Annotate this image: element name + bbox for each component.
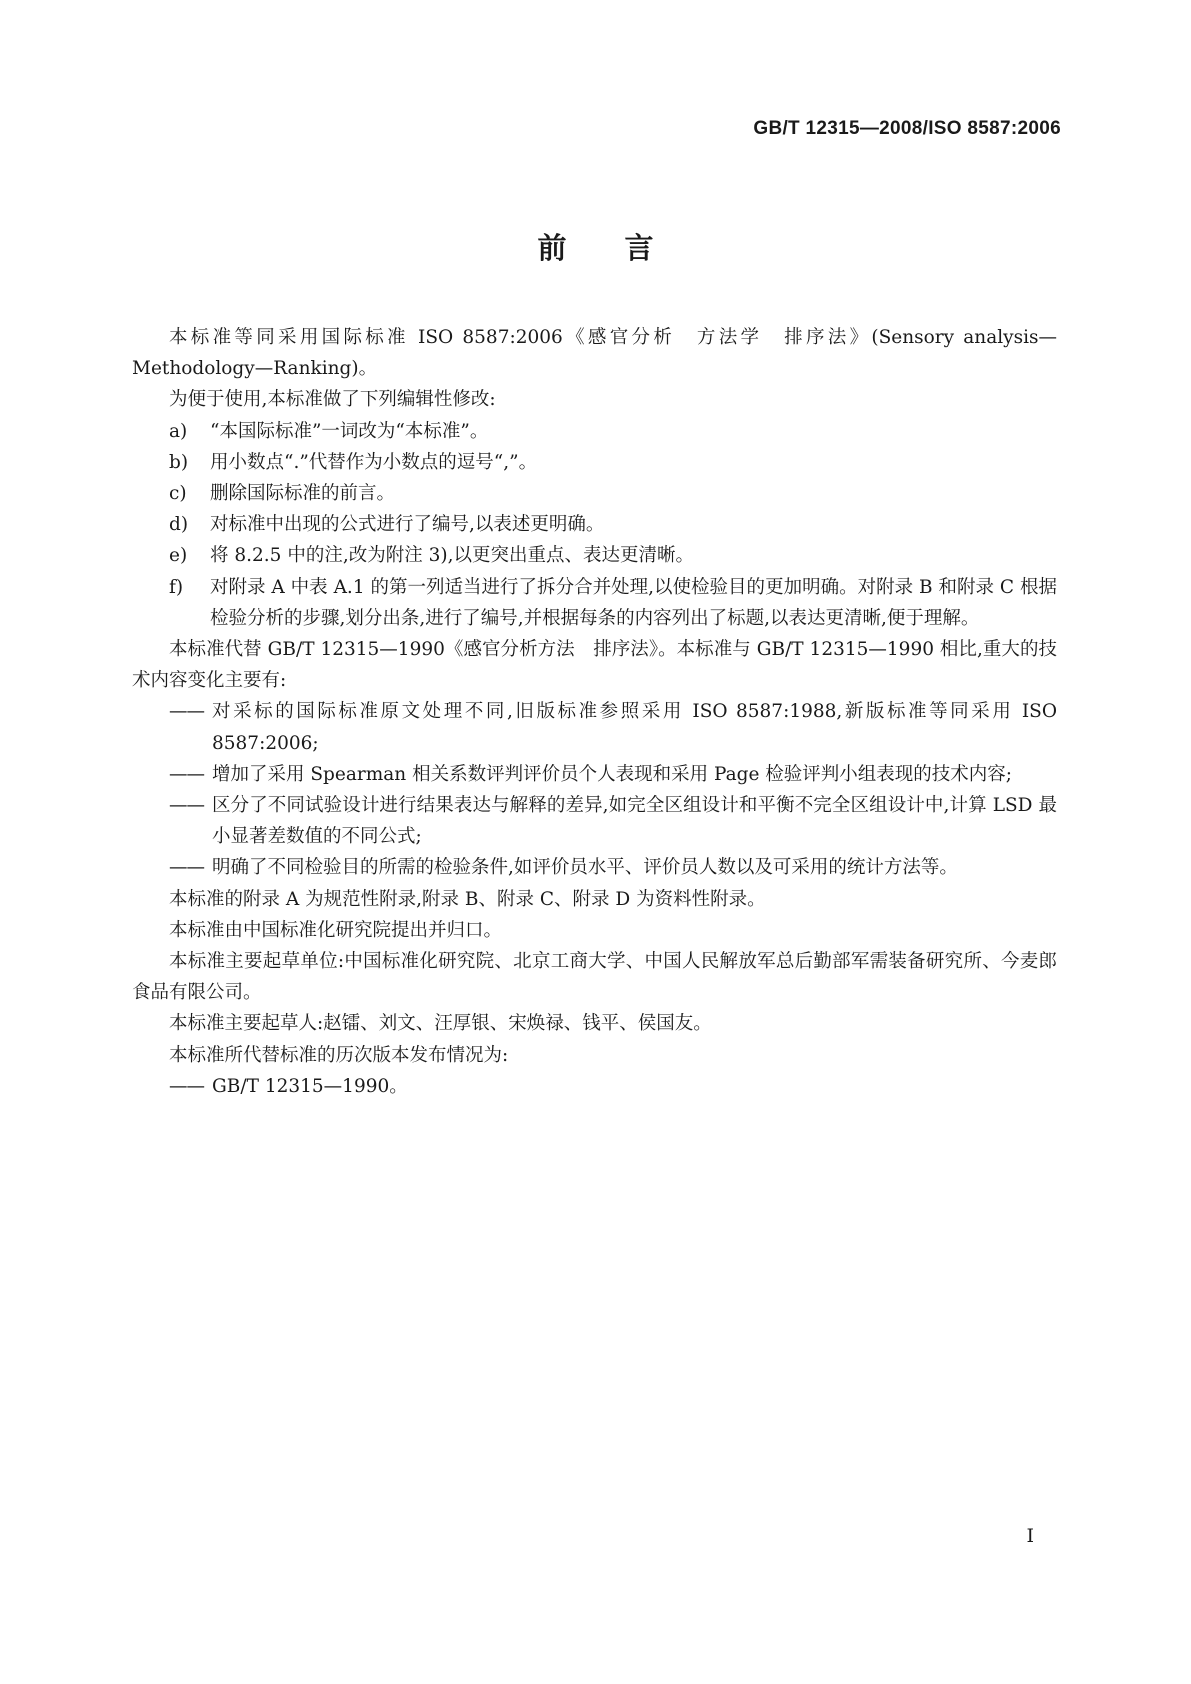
dash-marker: ——: [169, 1075, 204, 1097]
item-marker: a): [169, 420, 188, 442]
edit-item: [132, 447, 1057, 478]
annex-paragraph: 本标准的附录 A 为规范性附录,附录 B、附录 C、附录 D 为资料性附录。: [169, 888, 766, 910]
item-text: 对附录 A 中表 A.1 的第一列适当进行了拆分合并处理,以使检验目的更加明确。对附录 B 和附录 C 根据检验分析的步骤,划分出条,进行了编号,并根据每条的内容列出了标题,以表达更清晰,便于理解。: [210, 576, 1057, 629]
change-text: 对采标的国际标准原文处理不同,旧版标准参照采用 ISO 8587:1988,新版标准等同采用 ISO 8587:2006;: [212, 701, 1057, 754]
replace-paragraph: 本标准代替 GB/T 12315—1990《感官分析方法 排序法》。本标准与 GB/T 12315—1990 相比,重大的技术内容变化主要有:: [132, 639, 1057, 692]
item-marker: c): [169, 483, 187, 505]
item-marker: e): [169, 545, 188, 567]
dash-marker: ——: [169, 763, 204, 785]
change-text: 增加了采用 Spearman 相关系数评判评价员个人表现和采用 Page 检验评判小组表现的技术内容;: [212, 763, 1013, 785]
history-item: [132, 1071, 1057, 1102]
change-text: 区分了不同试验设计进行结果表达与解释的差异,如完全区组设计和平衡不完全区组设计中,计算 LSD 最小显著差数值的不同公式;: [212, 795, 1057, 848]
item-marker: f): [169, 576, 184, 598]
item-text: 对标准中出现的公式进行了编号,以表述更明确。: [210, 514, 605, 536]
change-item: [132, 759, 1057, 790]
history-heading-paragraph: 本标准所代替标准的历次版本发布情况为:: [169, 1044, 509, 1066]
change-item: [132, 852, 1057, 883]
edit-item: [132, 572, 1057, 634]
foreword-body: [132, 322, 1057, 1102]
item-text: 用小数点“.”代替作为小数点的逗号“,”。: [210, 451, 538, 473]
item-text: “本国际标准”一词改为“本标准”。: [210, 420, 489, 442]
change-text: 明确了不同检验目的所需的检验条件,如评价员水平、评价员人数以及可采用的统计方法等。: [212, 857, 958, 879]
edit-item: [132, 509, 1057, 540]
drafting-units-paragraph: 本标准主要起草单位:中国标准化研究院、北京工商大学、中国人民解放军总后勤部军需装备研究所、今麦郎食品有限公司。: [132, 951, 1057, 1004]
item-text: 将 8.2.5 中的注,改为附注 3),以更突出重点、表达更清晰。: [210, 545, 694, 567]
proposer-paragraph: 本标准由中国标准化研究院提出并归口。: [169, 919, 503, 941]
change-item: [132, 790, 1057, 852]
drafters-paragraph: 本标准主要起草人:赵镭、刘文、汪厚银、宋焕禄、钱平、侯国友。: [169, 1013, 712, 1035]
item-marker: b): [169, 451, 189, 473]
edit-item: [132, 416, 1057, 447]
dash-marker: ——: [169, 857, 204, 879]
item-marker: d): [169, 514, 189, 536]
page-title: 前言: [537, 231, 712, 265]
edit-item: [132, 478, 1057, 509]
dash-marker: ——: [169, 795, 204, 817]
history-text: GB/T 12315—1990。: [212, 1075, 408, 1097]
intro-paragraph: 本标准等同采用国际标准 ISO 8587:2006《感官分析 方法学 排序法》(Sensory analysis—Methodology—Ranking)。: [132, 327, 1057, 380]
intro-paragraph: 为便于使用,本标准做了下列编辑性修改:: [169, 389, 496, 411]
change-item: [132, 696, 1057, 758]
edit-item: [132, 540, 1057, 571]
item-text: 删除国际标准的前言。: [210, 483, 396, 505]
dash-marker: ——: [169, 701, 204, 723]
page-number: I: [1026, 1525, 1034, 1547]
standard-code-header: GB/T 12315—2008/ISO 8587:2006: [753, 118, 1061, 139]
